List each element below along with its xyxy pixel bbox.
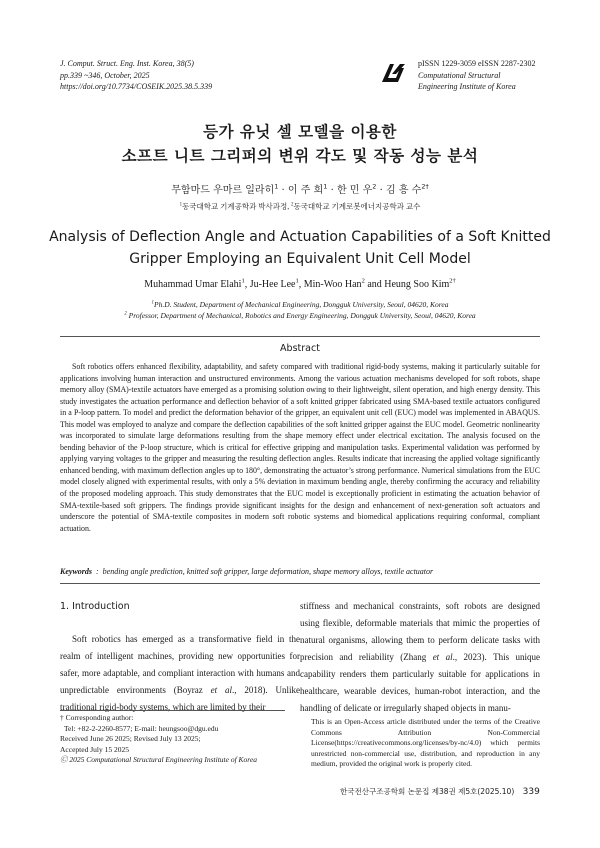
abstract-top-rule	[60, 336, 540, 337]
intro-right-column	[300, 598, 540, 717]
citation-volume: J. Comput. Struct. Eng. Inst. Korea, 38(5)	[60, 59, 194, 68]
kr-author-1: 무함마드 우마르 일라히	[171, 185, 275, 196]
citation-doi[interactable]: https://doi.org/10.7734/COSEIK.2025.38.5.339	[60, 82, 213, 91]
page-footer	[340, 786, 540, 797]
footnote-corresponding: † Corresponding author: Tel: +82-2-2260-8577; E-mail: heungsoo@dgu.edu Received June 26 2025; Revised July 13 2025; Accepted July 15 2025 Ⓒ 2025 Computational Structural Engineering Institute of Korea	[60, 713, 258, 764]
korean-title-line1: 등가 유닛 셀 모델을 이용한	[203, 123, 397, 141]
abstract-text: Soft robotics offers enhanced flexibility, adaptability, and safety compared with traditional rigid-body systems, making it particularly suitable for applications involving human interaction and unstructured environments. Among the various actuation mechanisms developed for soft robots, shape memory alloy (SMA)-textile actuators have emerged as a promising solution owing to their lightweight, silent operation, and high energy density. This study investigates the actuation performance and deflection behavior of a soft knitted gripper fabricated using SMA-based textile actuators configured in a P-loop pattern. To model and predict the deformation behavior of the gripper, an equivalent unit cell (EUC) model was implemented in ABAQUS. This model was employed to analyze and compare the deflection capabilities of the soft knitted gripper against the EUC model. Geometric nonlinearity was incorporated to simulate large deformations resulting from the shape memory effect under electrical excitation. The analysis focused on the bending behavior of the P-loop structure, which is critical for effective gripping and manipulation tasks. Experimental validation was performed by applying varying voltages to the gripper and measuring the resulting deflection angles. Results indicate that increasing the applied voltage significantly enhanced bending, with maximum deflection angles up to 180°, demonstrating the actuator’s strong performance. Numerical simulations from the EUC model closely aligned with experimental results, with only a 5% deviation in maximum bending angle, thereby confirming the accuracy and reliability of the proposed modeling approach. This study demonstrates that the EUC model is exceptionally proficient in estimating the actuation behavior of SMA-textile-based soft grippers. The findings provide significant insights for the design and enhancement of next-generation soft actuators and underscore the potential of SMA-textile composites in modern soft robotic systems and biomedical applications requiring conformal, compliant actuation.	[60, 362, 540, 533]
section-heading-introduction: 1. Introduction	[60, 601, 130, 612]
kr-author-2: 이 주 희	[287, 185, 324, 196]
kr-author-3: 한 민 우	[336, 185, 373, 196]
keywords: Keywords : bending angle prediction, knitted soft gripper, large deformation, shape memory alloys, textile actuator	[60, 567, 434, 576]
en-author-4: Heung Soo Kim	[384, 279, 450, 290]
journal-name-line1: Computational Structural	[418, 70, 501, 80]
footer-journal: 한국전산구조공학회 논문집 제38권 제5호(2025.10)	[340, 787, 515, 796]
intro-paragraph-1: Soft robotics has emerged as a transformative field in the realm of intelligent machines, providing new opportunities for safer, more adaptable, and compliant interaction with humans and unpredictable environments (Boyraz et al., 2018). Unlike traditional rigid-body systems, which are limited by their	[60, 634, 301, 712]
issn: pISSN 1229-3059 eISSN 2287-2302	[418, 59, 536, 68]
korean-authors: 무함마드 우마르 일라히$^1$ · 이 주 희$^1$ · 한 민 우$^2$ · 김 흥 수$^{2\dagger}$	[171, 182, 429, 196]
kr-author-4: 김 흥 수	[385, 185, 422, 196]
citation-pages: pp.339 ~346, October, 2025	[60, 70, 150, 80]
en-author-3: Min-Woo Han	[303, 279, 362, 290]
footnote-rule	[60, 710, 285, 711]
english-title	[0, 226, 600, 270]
korean-title	[0, 120, 600, 168]
journal-logo-icon	[380, 60, 406, 86]
english-affiliations: $^1$Ph.D. Student, Department of Mechanical Engineering, Dongguk University, Seoul, 04620, Korea $^2$ Professor, Department of Mechanical, Robotics and Energy Engineering, Dongguk University, Seoul, 04620, Korea	[124, 300, 476, 320]
open-access-notice: This is an Open-Access article distributed under the terms of the Creative Commons Attribution Non-Commercial License(https://creativecommons.org/licenses/by-nc/4.0) which permits unrestricted non-commercial use, distribution, and reproduction in any medium, provided the original work is properly cited.	[311, 717, 540, 768]
english-title-line1: Analysis of Deflection Angle and Actuation Capabilities of a Soft Knitted	[49, 229, 551, 245]
keywords-bottom-rule	[60, 583, 540, 584]
keywords-text: bending angle prediction, knitted soft gripper, large deformation, shape memory alloys, textile actuator	[102, 567, 434, 576]
en-author-2: Ju-Hee Lee	[249, 279, 296, 290]
korean-title-line2: 소프트 니트 그리퍼의 변위 각도 및 작동 성능 분석	[121, 147, 479, 165]
english-title-line2: Gripper Employing an Equivalent Unit Cell Model	[129, 251, 471, 267]
keywords-label: Keywords	[60, 567, 92, 576]
page-number: 339	[522, 787, 540, 797]
english-authors: Muhammad Umar Elahi$^1$, Ju-Hee Lee$^1$, Min-Woo Han$^2$ and Heung Soo Kim$^{2\dagger}$	[144, 277, 456, 290]
intro-paragraph-continued: stiffness and mechanical constraints, soft robots are designed using flexible, deformable materials that mimic the properties of natural organisms, allowing them to perform delicate tasks with precision and reliability (Zhang et al., 2023). This unique capability renders them particularly suitable for applications in healthcare, wearable devices, human-robot interaction, and the handling of delicate or irregularly shaped objects in manu-	[300, 601, 540, 713]
abstract-heading: Abstract	[280, 343, 320, 354]
intro-left-column	[60, 631, 300, 716]
korean-affiliations: $^1$동국대학교 기계공학과 박사과정, $^2$동국대학교 기계로봇에너지공학과 교수	[179, 202, 421, 211]
journal-citation	[60, 58, 212, 93]
en-author-1: Muhammad Umar Elahi	[144, 279, 242, 290]
journal-issn-block	[418, 58, 536, 93]
journal-name-line2: Engineering Institute of Korea	[418, 82, 516, 91]
